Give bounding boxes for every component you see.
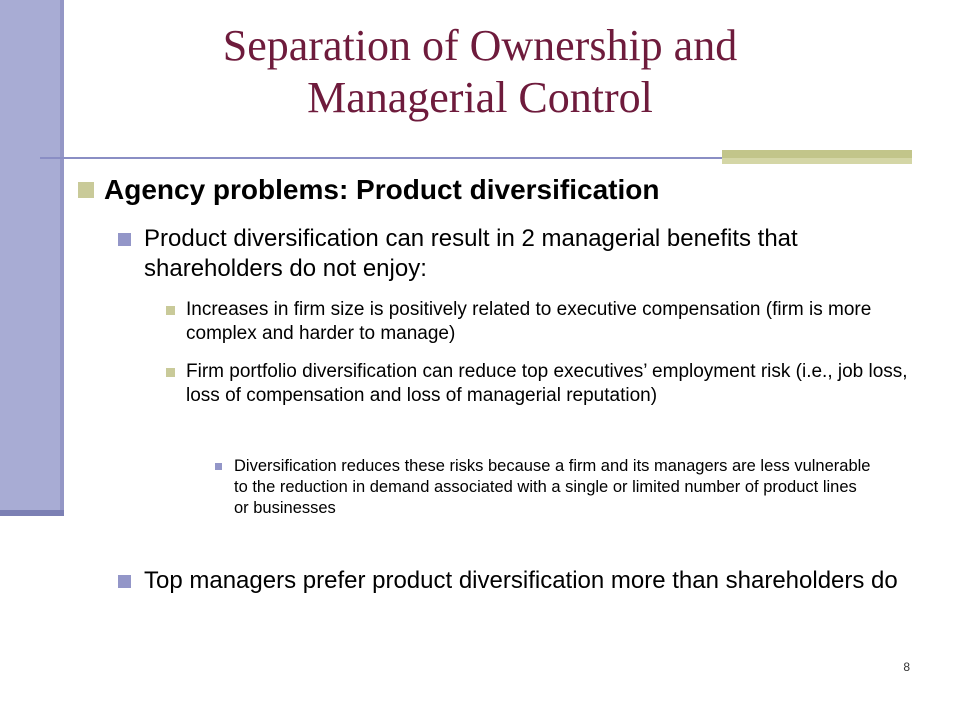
bullet-level3 — [186, 360, 912, 408]
bullet-text: Increases in firm size is positively related to executive compensation (firm is more complex and harder to manage) — [186, 299, 872, 344]
bullet-level2 — [144, 224, 924, 284]
square-bullet-icon — [166, 306, 175, 315]
bullet-level2 — [144, 566, 930, 596]
page-number: 8 — [903, 660, 910, 674]
square-bullet-icon — [78, 182, 94, 198]
square-bullet-icon — [118, 233, 131, 246]
bullet-text: Diversification reduces these risks because a firm and its managers are less vulnerable to the reduction in demand associated with a single or limited number of product lines or businesses — [234, 457, 871, 517]
square-bullet-icon — [215, 463, 222, 470]
square-bullet-icon — [166, 368, 175, 377]
square-bullet-icon — [118, 575, 131, 588]
bullet-level4 — [234, 456, 874, 519]
bullet-text: Firm portfolio diversification can reduce top executives’ employment risk (i.e., job loss, loss of compensation and loss of managerial reputation) — [186, 361, 908, 406]
slide-title-line1: Separation of Ownership and — [222, 21, 738, 70]
bullet-text: Agency problems: Product diversification — [104, 174, 660, 205]
bullet-level3 — [186, 298, 912, 346]
bullet-level1 — [104, 174, 934, 206]
bullet-text: Product diversification can result in 2 managerial benefits that shareholders do not enjoy: — [144, 225, 798, 282]
bullet-text: Top managers prefer product diversification more than shareholders do — [144, 567, 898, 594]
slide-title-line2: Managerial Control — [307, 73, 653, 122]
